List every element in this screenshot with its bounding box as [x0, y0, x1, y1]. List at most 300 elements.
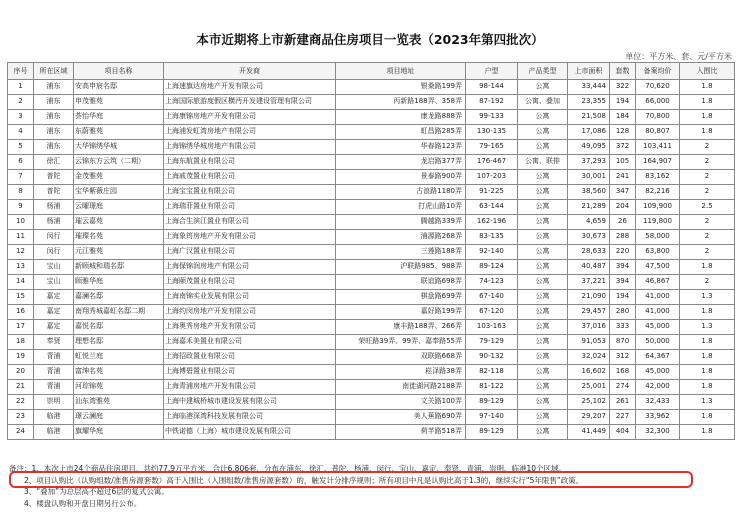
table-cell: 上海速旗达房地产开发有限公司 [164, 80, 336, 95]
table-cell: 46,867 [636, 275, 680, 290]
table-cell: 79-129 [466, 335, 518, 350]
table-cell: 上海宝宝置业有限公司 [164, 185, 336, 200]
table-cell: 1.8 [680, 365, 735, 380]
table-cell: 上海国际旅游度假区横沔开发建设管理有限公司 [164, 95, 336, 110]
table-row [8, 110, 735, 125]
table-cell: 杨浦 [34, 200, 74, 215]
table-cell: 浦东 [34, 125, 74, 140]
table-cell: 嘉好路199弄 [336, 305, 466, 320]
table-cell: 宝华紫薇庄园 [74, 185, 164, 200]
column-header: 项目地址 [336, 63, 466, 80]
table-cell: 崇明 [34, 395, 74, 410]
table-cell: 上海保锦润房地产有限公司 [164, 260, 336, 275]
table-cell: 19 [8, 350, 34, 365]
table-cell: 41,000 [636, 305, 680, 320]
table-cell: 2 [680, 155, 735, 170]
table-cell: 21,289 [568, 200, 610, 215]
table-cell: 奉贤 [34, 335, 74, 350]
table-cell: 嘉悦名邸 [74, 320, 164, 335]
table-cell: 64,367 [636, 350, 680, 365]
table-cell: 91,053 [568, 335, 610, 350]
table-cell: 204 [610, 200, 636, 215]
table-cell: 347 [610, 185, 636, 200]
table-cell: 新顾城和瑞名邸 [74, 260, 164, 275]
table-cell: 上海颐茂置业有限公司 [164, 275, 336, 290]
table-cell: 83,162 [636, 170, 680, 185]
table-cell: 97-140 [466, 410, 518, 425]
table-cell: 99-133 [466, 110, 518, 125]
table-cell: 浦东 [34, 110, 74, 125]
table-cell: 40,487 [568, 260, 610, 275]
table-cell: 公寓 [518, 275, 568, 290]
table-cell: 上海招政置业有限公司 [164, 350, 336, 365]
table-cell: 上海临港深湾科技发展有限公司 [164, 410, 336, 425]
table-cell: 261 [610, 395, 636, 410]
table-cell: 1.8 [680, 95, 735, 110]
table-row [8, 125, 735, 140]
table-cell: 公寓 [518, 335, 568, 350]
table-cell: 1.3 [680, 290, 735, 305]
table-row [8, 95, 735, 110]
table-cell: 大华锦绣华城 [74, 140, 164, 155]
table-body [8, 80, 735, 440]
table-cell: 45,000 [636, 365, 680, 380]
table-row [8, 140, 735, 155]
table-cell: 上海广汉置业有限公司 [164, 245, 336, 260]
table-cell: 9 [8, 200, 34, 215]
table-cell: 上海锦绣华城房地产有限公司 [164, 140, 336, 155]
table-cell: 32,300 [636, 425, 680, 440]
table-cell: 上海瑞菲置业有限公司 [164, 200, 336, 215]
table-cell: 30,001 [568, 170, 610, 185]
table-cell: 闵行 [34, 230, 74, 245]
table-cell: 闵行 [34, 245, 74, 260]
note-line: 3、“叠加”为总层高不超过6层的复式公寓。 [24, 487, 169, 496]
table-cell: 81-122 [466, 380, 518, 395]
table-cell: 103-163 [466, 320, 518, 335]
table-cell: 105 [610, 155, 636, 170]
table-cell: 10 [8, 215, 34, 230]
table-cell: 公寓 [518, 245, 568, 260]
table-row [8, 245, 735, 260]
unit-label: 单位：平方米、套、元/平方米 [625, 52, 732, 61]
table-cell: 嘉澜名邸 [74, 290, 164, 305]
table-cell: 理想名邸 [74, 335, 164, 350]
table-cell: 128 [610, 125, 636, 140]
table-cell: 2 [8, 95, 34, 110]
table-cell: 32,433 [636, 395, 680, 410]
table-cell: 241 [610, 170, 636, 185]
table-cell: 公寓 [518, 410, 568, 425]
table-cell: 虹悦兰庭 [74, 350, 164, 365]
table-cell: 崧泽路38弄 [336, 365, 466, 380]
table-cell: 双联路668弄 [336, 350, 466, 365]
table-cell: 青浦 [34, 350, 74, 365]
table-cell: 安高申宸名邸 [74, 80, 164, 95]
table-cell: 17 [8, 320, 34, 335]
column-header: 序号 [8, 63, 34, 80]
table-cell: 333 [610, 320, 636, 335]
table-cell: 103,411 [636, 140, 680, 155]
table-cell: 1.8 [680, 335, 735, 350]
table-cell: 公寓 [518, 185, 568, 200]
table-cell: 普陀 [34, 185, 74, 200]
table-cell: 云锦东方云筑（二期） [74, 155, 164, 170]
table-cell: 中铁诺德（上海）城市建设发展有限公司 [164, 425, 336, 440]
table-cell: 上海青浦房地产开发有限公司 [164, 380, 336, 395]
table-cell: 394 [610, 275, 636, 290]
table-cell: 24 [8, 425, 34, 440]
column-header: 项目名称 [74, 63, 164, 80]
table-cell: 普陀 [34, 170, 74, 185]
table-cell: 上海浦发虹湾房地产有限公司 [164, 125, 336, 140]
table-cell: 90-132 [466, 350, 518, 365]
column-header: 所在区域 [34, 63, 74, 80]
table-cell: 杨浦 [34, 215, 74, 230]
table-cell: 49,095 [568, 140, 610, 155]
table-cell: 4,659 [568, 215, 610, 230]
table-row [8, 350, 735, 365]
table-row [8, 305, 735, 320]
column-header: 户型 [466, 63, 518, 80]
table-cell: 70,620 [636, 80, 680, 95]
table-cell: 1.8 [680, 425, 735, 440]
table-cell: 徐汇 [34, 155, 74, 170]
table-cell: 89-124 [466, 260, 518, 275]
table-cell: 公寓 [518, 425, 568, 440]
table-cell: 嘉定 [34, 290, 74, 305]
table-row [8, 275, 735, 290]
table-cell: 荷芊路518弄 [336, 425, 466, 440]
table-cell: 82-118 [466, 365, 518, 380]
column-header: 套数 [610, 63, 636, 80]
table-cell: 41,000 [636, 290, 680, 305]
table-cell: 45,000 [636, 320, 680, 335]
table-cell: 404 [610, 425, 636, 440]
table-cell: 临港 [34, 425, 74, 440]
table-cell: 41,449 [568, 425, 610, 440]
table-cell: 32,024 [568, 350, 610, 365]
table-row [8, 320, 735, 335]
table-cell: 嘉定 [34, 305, 74, 320]
table-cell: 康丰路188弄、266弄 [336, 320, 466, 335]
table-cell: 2 [680, 185, 735, 200]
table-cell: 322 [610, 80, 636, 95]
table-cell: 临港 [34, 410, 74, 425]
table-cell: 汕东湾雅苑 [74, 395, 164, 410]
table-row [8, 425, 735, 440]
table-cell: 旗耀华庭 [74, 425, 164, 440]
table-cell: 沪联路985、988弄 [336, 260, 466, 275]
table-cell: 372 [610, 140, 636, 155]
table-cell: 公寓、叠加 [518, 95, 568, 110]
table-cell: 67-120 [466, 305, 518, 320]
table-cell: 20 [8, 365, 34, 380]
table-cell: 89-129 [466, 395, 518, 410]
table-cell: 荣旺路39弄、99弄、嘉奉路55弄 [336, 335, 466, 350]
table-cell: 79-165 [466, 140, 518, 155]
table-cell: 29,457 [568, 305, 610, 320]
column-header: 开发商 [164, 63, 336, 80]
column-header: 产品类型 [518, 63, 568, 80]
table-cell: 上海康锦房地产开发有限公司 [164, 110, 336, 125]
table-cell: 1 [8, 80, 34, 95]
table-cell: 58,000 [636, 230, 680, 245]
table-cell: 92-140 [466, 245, 518, 260]
table-cell: 嘉定 [34, 320, 74, 335]
table-cell: 1.8 [680, 350, 735, 365]
table-cell: 2 [680, 170, 735, 185]
table-cell: 14 [8, 275, 34, 290]
document-title: 本市近期将上市新建商品住房项目一览表（2023年第四批次） [196, 32, 544, 47]
table-cell: 2.5 [680, 200, 735, 215]
table-cell: 公寓 [518, 260, 568, 275]
table-cell: 394 [610, 260, 636, 275]
table-cell: 公寓 [518, 395, 568, 410]
highlight-box [9, 471, 693, 488]
table-cell: 25,001 [568, 380, 610, 395]
table-cell: 8 [8, 185, 34, 200]
table-cell: 38,560 [568, 185, 610, 200]
table-cell: 870 [610, 335, 636, 350]
table-cell: 顾雅华庭 [74, 275, 164, 290]
table-cell: 162-196 [466, 215, 518, 230]
table-cell: 上海戚茂置业有限公司 [164, 170, 336, 185]
table-cell: 15 [8, 290, 34, 305]
table-cell: 公寓 [518, 320, 568, 335]
table-cell: 5 [8, 140, 34, 155]
table-row [8, 335, 735, 350]
table-cell: 公寓 [518, 380, 568, 395]
table-cell: 上海中建城桥城市建设发展有限公司 [164, 395, 336, 410]
table-cell: 2 [680, 140, 735, 155]
table-cell: 申茂雅苑 [74, 95, 164, 110]
table-cell: 公寓 [518, 215, 568, 230]
table-cell: 91-225 [466, 185, 518, 200]
table-cell: 29,207 [568, 410, 610, 425]
note-line: 备注：1、本次上市24个商品住房项目，共约77.9万平方米，合计6,806套，分布在浦东、徐汇、普陀、杨浦、闵行、宝山、嘉定、奉贤、青浦、崇明、临港10个区域。 [9, 464, 567, 473]
table-cell: 1.8 [680, 125, 735, 140]
table-cell: 上海合生滨江置业有限公司 [164, 215, 336, 230]
housing-projects-table [7, 62, 735, 440]
table-cell: 金茂雅苑 [74, 170, 164, 185]
note-line: 2、项目认购比（认购组数/准售房源套数）高于入围比（入围组数/准售房源套数）的，触发计分排序规则；所有项目中凡是认购比高于1.3的，继续实行“5年限售”政策。 [24, 475, 584, 485]
table-cell: 1.8 [680, 410, 735, 425]
table-cell: 312 [610, 350, 636, 365]
table-cell: 1.8 [680, 80, 735, 95]
table-cell: 浦源路268弄 [336, 230, 466, 245]
table-cell: 南徙湖河路2188弄 [336, 380, 466, 395]
table-cell: 130-135 [466, 125, 518, 140]
table-cell: 云曜璟庭 [74, 200, 164, 215]
table-cell: 文关路100弄 [336, 395, 466, 410]
table-cell: 21 [8, 380, 34, 395]
table-cell: 6 [8, 155, 34, 170]
table-cell: 164,907 [636, 155, 680, 170]
table-cell: 16 [8, 305, 34, 320]
table-cell: 22 [8, 395, 34, 410]
table-row [8, 365, 735, 380]
table-cell: 东蔚雅苑 [74, 125, 164, 140]
table-cell: 上海东航置业有限公司 [164, 155, 336, 170]
table-cell: 南翔秀城嘉虹名邸二期 [74, 305, 164, 320]
table-cell: 荟怡华庭 [74, 110, 164, 125]
table-cell: 63-144 [466, 200, 518, 215]
table-cell: 公寓 [518, 110, 568, 125]
table-cell: 98-144 [466, 80, 518, 95]
table-cell: 107-203 [466, 170, 518, 185]
table-cell: 三莲路188弄 [336, 245, 466, 260]
table-cell: 古浪路1180弄 [336, 185, 466, 200]
table-cell: 元江雅苑 [74, 245, 164, 260]
table-cell: 1.3 [680, 320, 735, 335]
table-cell: 美人蕉路690弄 [336, 410, 466, 425]
table-cell: 21,508 [568, 110, 610, 125]
column-header: 上市面积 [568, 63, 610, 80]
table-row [8, 200, 735, 215]
table-cell: 上海约闵房地产开发有限公司 [164, 305, 336, 320]
table-cell: 公寓 [518, 80, 568, 95]
table-row [8, 410, 735, 425]
table-cell: 璀云嘉苑 [74, 215, 164, 230]
table-cell: 194 [610, 95, 636, 110]
table-cell: 上海南锦实业发展有限公司 [164, 290, 336, 305]
table-cell: 腾越路339弄 [336, 215, 466, 230]
table-cell: 37,016 [568, 320, 610, 335]
table-row [8, 80, 735, 95]
table-cell: 浦东 [34, 95, 74, 110]
table-cell: 康龙路888弄 [336, 110, 466, 125]
table-cell: 公寓 [518, 200, 568, 215]
table-cell: 30,673 [568, 230, 610, 245]
table-cell: 12 [8, 245, 34, 260]
table-cell: 274 [610, 380, 636, 395]
table-row [8, 155, 735, 170]
table-cell: 28,633 [568, 245, 610, 260]
table-cell: 168 [610, 365, 636, 380]
table-cell: 上海奥秀房地产开发有限公司 [164, 320, 336, 335]
table-row [8, 215, 735, 230]
table-cell: 华春路123弄 [336, 140, 466, 155]
table-cell: 1.8 [680, 260, 735, 275]
table-cell: 25,102 [568, 395, 610, 410]
table-cell: 63,800 [636, 245, 680, 260]
table-cell: 公寓 [518, 125, 568, 140]
table-cell: 2 [680, 245, 735, 260]
table-cell: 浦东 [34, 80, 74, 95]
table-cell: 2 [680, 215, 735, 230]
table-cell: 河琮锦苑 [74, 380, 164, 395]
table-cell: 公寓、联排 [518, 155, 568, 170]
table-cell: 70,800 [636, 110, 680, 125]
table-cell: 33,444 [568, 80, 610, 95]
table-cell: 富绅名苑 [74, 365, 164, 380]
table-cell: 176-467 [466, 155, 518, 170]
table-cell: 74-123 [466, 275, 518, 290]
table-cell: 打虎山路10弄 [336, 200, 466, 215]
table-cell: 33,962 [636, 410, 680, 425]
table-cell: 公寓 [518, 140, 568, 155]
table-row [8, 395, 735, 410]
table-cell: 2 [680, 275, 735, 290]
table-row [8, 260, 735, 275]
table-cell: 80,807 [636, 125, 680, 140]
table-cell: 公寓 [518, 230, 568, 245]
table-cell: 璟云澜庭 [74, 410, 164, 425]
column-header: 备案均价 [636, 63, 680, 80]
table-row [8, 170, 735, 185]
table-cell: 浦东 [34, 140, 74, 155]
table-cell: 上海博碧置业有限公司 [164, 365, 336, 380]
table-cell: 2 [680, 230, 735, 245]
table-cell: 280 [610, 305, 636, 320]
table-cell: 109,900 [636, 200, 680, 215]
table-cell: 联谊路698弄 [336, 275, 466, 290]
table-cell: 公寓 [518, 365, 568, 380]
table-cell: 青浦 [34, 380, 74, 395]
table-cell: 宝山 [34, 275, 74, 290]
table-cell: 227 [610, 410, 636, 425]
table-cell: 23 [8, 410, 34, 425]
table-cell: 银桑路199弄 [336, 80, 466, 95]
table-cell: 18 [8, 335, 34, 350]
table-cell: 7 [8, 170, 34, 185]
table-cell: 194 [610, 290, 636, 305]
table-cell: 119,800 [636, 215, 680, 230]
table-cell: 公寓 [518, 290, 568, 305]
table-cell: 1.8 [680, 110, 735, 125]
table-cell: 3 [8, 110, 34, 125]
table-cell: 1.8 [680, 305, 735, 320]
table-cell: 47,500 [636, 260, 680, 275]
table-cell: 宝山 [34, 260, 74, 275]
table-cell: 66,000 [636, 95, 680, 110]
table-cell: 13 [8, 260, 34, 275]
table-cell: 184 [610, 110, 636, 125]
table-cell: 上海象筠房地产开发有限公司 [164, 230, 336, 245]
table-cell: 21,090 [568, 290, 610, 305]
table-row [8, 290, 735, 305]
table-cell: 16,602 [568, 365, 610, 380]
table-row [8, 185, 735, 200]
table-cell: 青浦 [34, 365, 74, 380]
table-row [8, 230, 735, 245]
table-cell: 50,000 [636, 335, 680, 350]
table-cell: 棋盘路699弄 [336, 290, 466, 305]
table-cell: 87-192 [466, 95, 518, 110]
table-cell: 公寓 [518, 305, 568, 320]
table-cell: 璀璨名苑 [74, 230, 164, 245]
table-cell: 11 [8, 230, 34, 245]
table-cell: 220 [610, 245, 636, 260]
table-cell: 1.8 [680, 380, 735, 395]
column-header: 入围比 [680, 63, 735, 80]
table-cell: 1.3 [680, 395, 735, 410]
table-cell: 上海嘉禾美置业有限公司 [164, 335, 336, 350]
table-cell: 公寓 [518, 350, 568, 365]
table-cell: 67-140 [466, 290, 518, 305]
table-cell: 89-129 [466, 425, 518, 440]
table-cell: 龙启路377弄 [336, 155, 466, 170]
table-cell: 37,221 [568, 275, 610, 290]
table-cell: 17,086 [568, 125, 610, 140]
table-cell: 82,216 [636, 185, 680, 200]
table-cell: 42,000 [636, 380, 680, 395]
table-cell: 虹昌路285弄 [336, 125, 466, 140]
table-cell: 23,355 [568, 95, 610, 110]
table-cell: 公寓 [518, 170, 568, 185]
table-header-row [8, 63, 735, 80]
